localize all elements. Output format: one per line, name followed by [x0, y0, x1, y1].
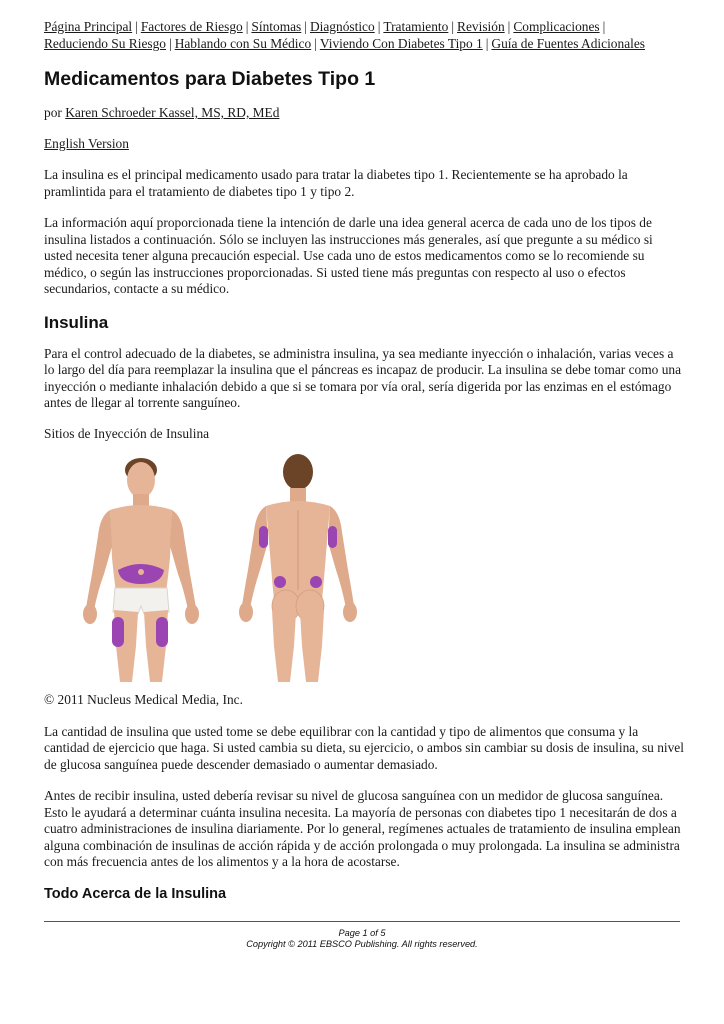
figure-copyright: © 2011 Nucleus Medical Media, Inc.: [44, 692, 243, 707]
nav-link-guia-de-fuentes[interactable]: Guía de Fuentes Adicionales: [491, 36, 646, 51]
nav-separator: |: [507, 19, 511, 34]
nav-separator: |: [377, 19, 381, 34]
page-footer: [44, 928, 680, 950]
page-content: [44, 18, 684, 903]
front-body-figure: [83, 458, 199, 682]
injection-sites-illustration: [74, 450, 404, 690]
page-title: Medicamentos para Diabetes Tipo 1: [44, 68, 376, 90]
section-heading-todo-acerca: Todo Acerca de la Insulina: [44, 885, 227, 902]
page-number: Page 1 of 5: [338, 928, 386, 938]
english-version-link[interactable]: English Version: [44, 135, 129, 151]
nav-separator: |: [314, 36, 317, 51]
nav-link-sintomas[interactable]: Síntomas: [251, 19, 302, 34]
nav-separator: |: [602, 19, 606, 34]
footer-copyright: Copyright © 2011 EBSCO Publishing. All rights reserved.: [246, 939, 478, 949]
back-body-figure: [239, 454, 357, 682]
nav-link-diagnostico[interactable]: Diagnóstico: [309, 19, 375, 34]
insulina-paragraph-2: La cantidad de insulina que usted tome se debe equilibrar con la cantidad y tipo de alimentos que consuma y la cantidad de ejercicio que haga. Si usted cambia su dieta, su ejercicio, o ambos sin cambiar su dosis de insulina, su nivel de glucosa sanguínea puede descender demasiado o aumentar demasiado.: [44, 723, 684, 772]
section-heading-insulina: Insulina: [44, 312, 109, 332]
body-diagram: [74, 450, 404, 690]
intro-paragraph-2: La información aquí proporcionada tiene la intención de darle una idea general acerca de cada uno de los tipos de insulina listados a continuación. Sólo se incluyen las instrucciones más generales, así que pregunte a su médico si usted necesita tener alguna precaución especial. Use cada uno de estos medicamentos como se lo recomiende su médico, o según las instrucciones proporcionadas. Si usted tiene más preguntas con respecto al uso o efectos secundarios, contacte a su médico.: [44, 215, 653, 296]
byline-prefix: por: [44, 105, 62, 120]
nav-link-tratamiento[interactable]: Tratamiento: [383, 19, 449, 34]
right-buttock-injection-site: [310, 576, 322, 588]
intro-paragraph-1: La insulina es el principal medicamento usado para tratar la diabetes tipo 1. Recientemente se ha aprobado la pramlintida para el tratamiento de diabetes tipo 1 y tipo 2.: [44, 167, 628, 199]
english-version-row: [44, 136, 684, 153]
nav-link-revision[interactable]: Revisión: [457, 19, 505, 34]
left-buttock-injection-site: [274, 576, 286, 588]
author-link[interactable]: Karen Schroeder Kassel, MS, RD, MEd: [65, 105, 280, 120]
nav-link-reduciendo-su-riesgo[interactable]: Reduciendo Su Riesgo: [44, 36, 166, 51]
nav-separator: |: [245, 19, 249, 34]
nav-separator: |: [135, 19, 138, 34]
right-arm-injection-site: [328, 526, 337, 548]
insulina-paragraph-1: Para el control adecuado de la diabetes, se administra insulina, ya sea mediante inyección o inhalación, varias veces a lo largo del día para reemplazar la insulina que el páncreas es incapaz de producir. La insulina se debe tomar como una inyección o mediante inhalación debido a que si se tomara por vía oral, sería digerida por las enzimas en el estómago antes de llegar al torrente sanguíneo.: [44, 345, 682, 410]
top-navigation: [44, 18, 684, 52]
nav-separator: |: [304, 19, 307, 34]
nav-link-viviendo-con-diabetes[interactable]: Viviendo Con Diabetes Tipo 1: [319, 36, 483, 51]
nav-separator: |: [451, 19, 455, 34]
byline: [44, 105, 684, 122]
nav-separator: |: [485, 36, 489, 51]
insulina-paragraph-3: Antes de recibir insulina, usted debería revisar su nivel de glucosa sanguínea con un medidor de glucosa sanguínea. Esto le ayudará a determinar cuánta insulina necesita. La mayoría de personas con diabetes tipo 1 necesitarán de dos a cuatro administraciones de insulina diariamente. Por lo general, regímenes actuales de tratamiento de insulina emplean alguna combinación de insulinas de acción rápida y de acción prolongada o muy prolongada. La insulina se administra con más frecuencia antes de los alimentos y a la hora de acostarse.: [44, 788, 681, 869]
nav-link-pagina-principal[interactable]: Página Principal: [44, 19, 133, 34]
nav-separator: |: [169, 36, 172, 51]
left-thigh-injection-site: [112, 617, 124, 647]
nav-link-factores-de-riesgo[interactable]: Factores de Riesgo: [140, 19, 243, 34]
nav-link-hablando-con-su-medico[interactable]: Hablando con Su Médico: [174, 36, 312, 51]
nav-link-complicaciones[interactable]: Complicaciones: [513, 19, 600, 34]
figure-caption: Sitios de Inyección de Insulina: [44, 425, 210, 441]
right-thigh-injection-site: [156, 617, 168, 647]
left-arm-injection-site: [259, 526, 268, 548]
footer-divider: [44, 921, 680, 922]
